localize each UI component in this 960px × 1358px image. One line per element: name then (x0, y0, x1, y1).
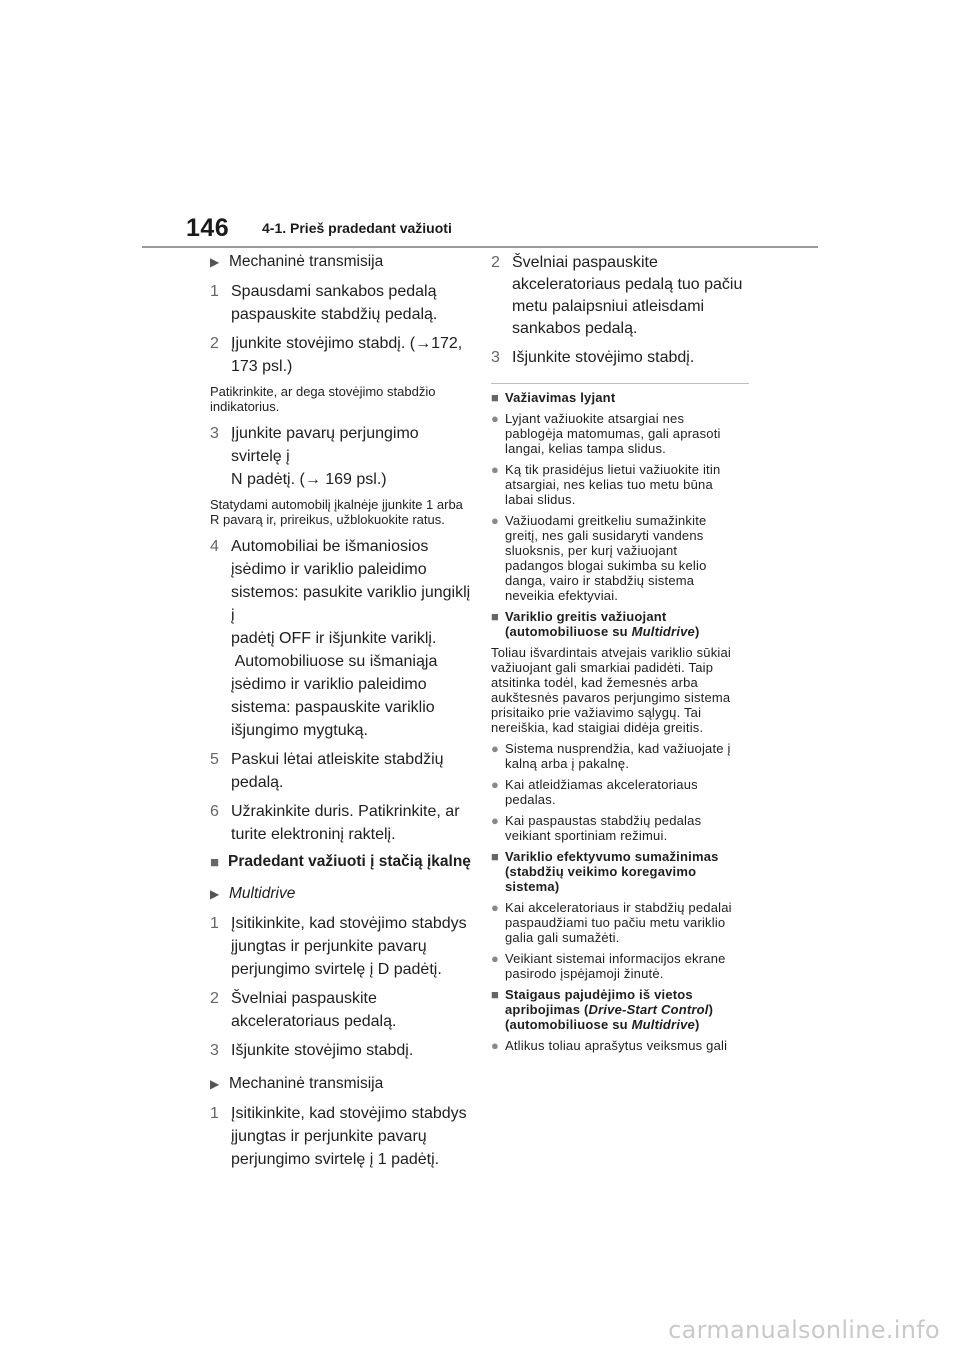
circle-bullet-icon: ● (491, 900, 500, 915)
page-number: 146 (186, 214, 230, 242)
triangle-icon: ▶ (210, 255, 220, 269)
step-6: 6 Užrakinkite duris. Patikrinkite, ar turite elektroninį raktelį. (210, 803, 460, 843)
list-item: ● Kai akceleratoriaus ir stabdžių pedalai paspaudžiami tuo pačiu metu variklio galia gali sumažėti. (491, 900, 732, 945)
circle-bullet-icon: ● (491, 777, 500, 792)
page-header (142, 210, 818, 248)
circle-bullet-icon: ● (491, 513, 500, 528)
square-bullet-icon: ■ (491, 390, 500, 405)
step-1-multidrive: 1 Įsitikinkite, kad stovėjimo stabdys įjungtas ir perjunkite pavarų perjungimo svirtelę į D padėtį. (210, 915, 467, 978)
right-column (491, 252, 753, 1059)
list-item: ● Veikiant sistemai informacijos ekrane pasirodo įspėjamoji žinutė. (491, 951, 726, 981)
list-item: ● Važiuodami greitkeliu sumažinkite greitį, nes gali susidaryti vandens sluoksnis, per kurį važiuojant padangos blogai sukimba su kelio danga, vairo ir stabdžių sistema neveikia efektyviai. (491, 513, 707, 603)
heading-driving-in-rain: ■ Važiavimas lyjant (491, 390, 616, 405)
square-bullet-icon: ■ (491, 849, 500, 864)
chapter-title: 4-1. Prieš pradedant važiuoti (262, 220, 452, 236)
list-item: ● Lyjant važiuokite atsargiai nes pablogėja matomumas, gali aprasoti langai, kelias tampa slidus. (491, 411, 721, 456)
section-divider (491, 383, 749, 384)
circle-bullet-icon: ● (491, 741, 500, 756)
heading-engine-power-reduction: ■ Variklio efektyvumo sumažinimas (stabdžių veikimo koregavimo sistema) (491, 849, 719, 894)
triangle-icon: ▶ (210, 887, 220, 901)
square-bullet-icon: ■ (491, 609, 500, 624)
step-5: 5 Paskui lėtai atleiskite stabdžių pedalą. (210, 751, 444, 791)
circle-bullet-icon: ● (491, 462, 500, 477)
heading-drive-start-control: ■ Staigaus pajudėjimo iš vietos apribojimas (Drive-Start Control) (automobiliuose su Multidrive) (491, 987, 714, 1032)
step-3: 3 Įjunkite pavarų perjungimo svirtelę į N padėtį. (→ 169 psl.) (210, 425, 419, 488)
step-3-multidrive: 3 Išjunkite stovėjimo stabdį. (210, 1042, 414, 1059)
circle-bullet-icon: ● (491, 1038, 500, 1053)
triangle-icon: ▶ (210, 1077, 220, 1091)
step-2: 2 Įjunkite stovėjimo stabdį. (→172, 173 psl.) (210, 335, 463, 375)
step-4: 4 Automobiliai be išmaniosios įsėdimo ir variklio paleidimo sistemos: pasukite variklio jungiklį į padėtį OFF ir išjunkite variklį. Automobiliuose su išmaniąja įsėdimo ir variklio paleidimo sistema: paspauskite variklio išjungimo mygtuką. (210, 538, 471, 739)
square-bullet-icon: ■ (491, 987, 500, 1002)
list-item: ● Ką tik prasidėjus lietui važiuokite itin atsargiai, nes kelias tuo metu būna labai slidus. (491, 462, 721, 507)
step-2-manual: 2 Švelniai paspauskite akceleratoriaus pedalą tuo pačiu metu palaipsniui atleisdami sankabos pedalą. (491, 254, 743, 337)
list-item: ● Sistema nusprendžia, kad važiuojate į kalną arba į pakalnę. (491, 741, 731, 771)
paragraph-engine-speed: Toliau išvardintais atvejais variklio sūkiai važiuojant gali smarkiai padidėti. Taip atsitinka todėl, kad žemesnės arba aukštesnės pavaros perjungimo sistema prisitaiko prie važiavimo sąlygų. Tai nereiškia, kad staigiai didėja greitis. (491, 645, 732, 735)
step-1: 1 Spausdami sankabos pedalą paspauskite stabdžių pedalą. (210, 283, 438, 323)
subheading-manual-transmission-2: ▶ Mechaninė transmisija (210, 1075, 384, 1092)
list-item: ● Kai paspaustas stabdžių pedalas veikiant sportiniam režimui. (491, 813, 702, 843)
list-item: ● Atlikus toliau aprašytus veiksmus gali (491, 1038, 728, 1053)
step-3-manual: 3 Išjunkite stovėjimo stabdį. (491, 349, 695, 366)
note-slope-parking: Statydami automobilį įkalnėje įjunkite 1 arba R pavarą ir, prireikus, užblokuokite ratus. (210, 497, 463, 527)
square-bullet-icon: ■ (210, 854, 220, 871)
note-parking-indicator: Patikrinkite, ar dega stovėjimo stabdžio indikatorius. (210, 384, 436, 414)
heading-steep-slope: ■ Pradedant važiuoti į stačią įkalnę (210, 853, 471, 871)
step-2-multidrive: 2 Švelniai paspauskite akceleratoriaus pedalą. (210, 990, 397, 1030)
subheading-manual-transmission: ▶ Mechaninė transmisija (210, 253, 384, 270)
left-column (210, 252, 472, 1177)
circle-bullet-icon: ● (491, 411, 500, 426)
step-1-manual: 1 Įsitikinkite, kad stovėjimo stabdys įjungtas ir perjunkite pavarų perjungimo svirtelę į 1 padėtį. (210, 1105, 467, 1168)
heading-engine-speed: ■ Variklio greitis važiuojant (automobiliuose su Multidrive) (491, 609, 700, 639)
watermark: carmanualsonline.info (668, 1316, 940, 1344)
list-item: ● Kai atleidžiamas akceleratoriaus pedalas. (491, 777, 698, 807)
subheading-multidrive: ▶ Multidrive (210, 885, 296, 902)
circle-bullet-icon: ● (491, 813, 500, 828)
circle-bullet-icon: ● (491, 951, 500, 966)
